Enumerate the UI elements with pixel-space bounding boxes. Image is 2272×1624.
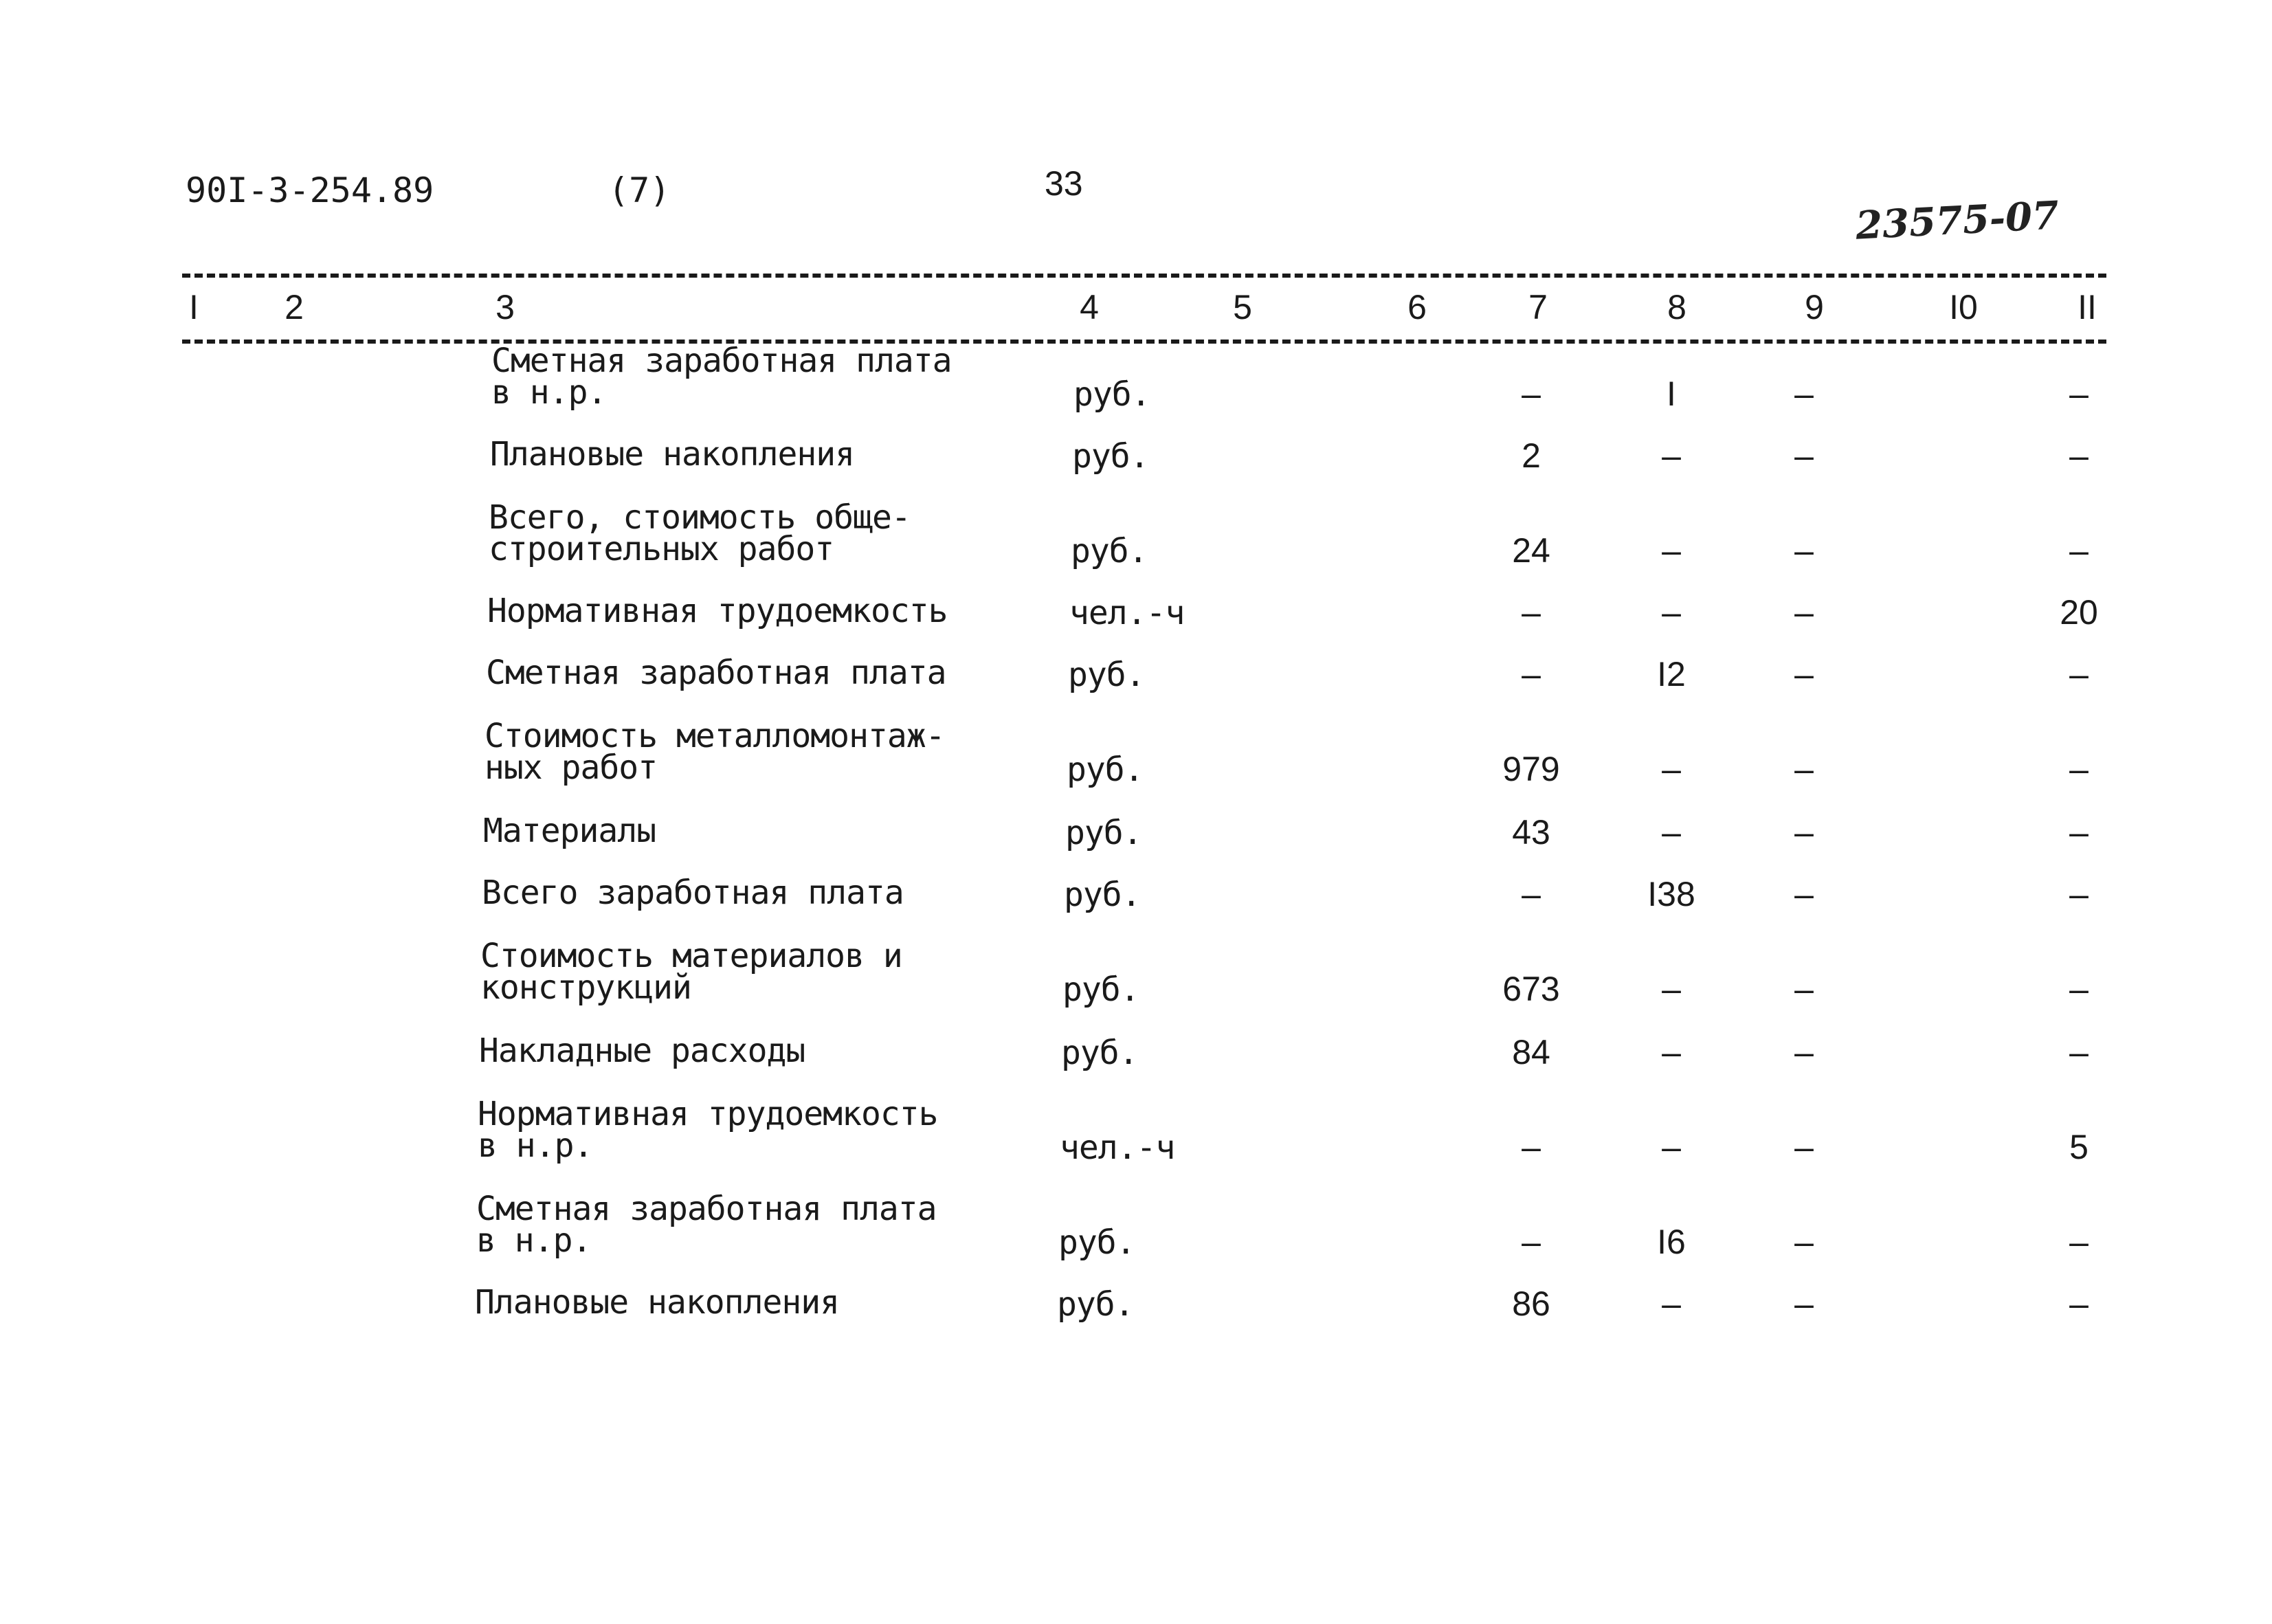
row-description — [489, 498, 911, 568]
cell-col-7: 43 — [1512, 813, 1550, 852]
row-description-line: Всего заработная плата — [482, 874, 904, 912]
cell-col-7: 673 — [1502, 970, 1560, 1008]
cell-col-9: – — [1794, 531, 1814, 570]
row-description — [487, 592, 948, 630]
row-description — [479, 1032, 805, 1070]
column-number-9: 9 — [1805, 288, 1824, 326]
row-description-line: Плановые накопления — [490, 435, 855, 474]
cell-col-7: – — [1522, 875, 1541, 913]
cell-col-8: – — [1662, 1033, 1681, 1071]
cell-col-8: – — [1662, 970, 1681, 1008]
cell-col-9: – — [1794, 1223, 1814, 1261]
row-description — [478, 1095, 938, 1165]
row-description-line: в н.р. — [478, 1126, 593, 1165]
cell-col-11: – — [2069, 875, 2089, 913]
column-number-2: 2 — [285, 288, 304, 326]
row-description-line: в н.р. — [491, 373, 607, 412]
cell-col-9: – — [1794, 970, 1814, 1008]
row-unit: руб. — [1071, 532, 1148, 570]
cell-col-7: 24 — [1512, 531, 1550, 570]
row-description-line: Нормативная трудоемкость — [478, 1095, 938, 1133]
column-number-4: 4 — [1080, 288, 1099, 326]
row-description — [476, 1190, 937, 1260]
cell-col-9: – — [1794, 750, 1814, 788]
cell-col-9: – — [1794, 1284, 1814, 1323]
column-number-11: II — [2078, 288, 2097, 326]
cell-col-7: 84 — [1512, 1033, 1550, 1071]
row-description-line: Плановые накопления — [475, 1283, 840, 1322]
row-description — [486, 654, 946, 692]
row-description — [490, 435, 855, 474]
row-description — [482, 874, 904, 912]
row-description-line: Сметная заработная плата — [491, 342, 952, 380]
cell-col-8: – — [1662, 1284, 1681, 1323]
row-unit: руб. — [1072, 437, 1149, 476]
cell-col-8: – — [1662, 1128, 1681, 1166]
row-description-line: конструкций — [480, 968, 691, 1007]
row-unit: руб. — [1061, 1034, 1138, 1072]
cell-col-9: – — [1794, 813, 1814, 852]
cell-col-9: – — [1794, 875, 1814, 913]
column-number-8: 8 — [1667, 288, 1686, 326]
row-unit: руб. — [1064, 876, 1141, 914]
row-description-line: Стоимость материалов и — [480, 937, 902, 975]
row-unit: чел.-ч — [1060, 1128, 1175, 1167]
row-unit: руб. — [1057, 1285, 1134, 1324]
column-number-1: I — [189, 288, 199, 326]
document-code: 90I-3-254.89 — [186, 170, 434, 210]
cell-col-8: I — [1667, 375, 1676, 413]
cell-col-8: – — [1662, 750, 1681, 788]
row-description — [475, 1283, 840, 1322]
cell-col-7: 86 — [1512, 1284, 1550, 1323]
cell-col-8: – — [1662, 436, 1681, 475]
row-unit: руб. — [1065, 814, 1142, 852]
row-description — [491, 342, 952, 412]
cell-col-11: – — [2069, 750, 2089, 788]
row-description-line: ных работ — [485, 748, 658, 787]
row-description-line: в н.р. — [476, 1221, 592, 1260]
cell-col-9: – — [1794, 655, 1814, 693]
cell-col-8: I2 — [1657, 655, 1686, 693]
row-unit: чел.-ч — [1069, 594, 1185, 632]
row-description-line: Сметная заработная плата — [476, 1190, 937, 1228]
cell-col-9: – — [1794, 1033, 1814, 1071]
row-description-line: Сметная заработная плата — [486, 654, 946, 692]
page-number: 33 — [1045, 164, 1083, 203]
cell-col-8: I38 — [1647, 875, 1695, 913]
cell-col-11: – — [2069, 1284, 2089, 1323]
row-description-line: Нормативная трудоемкость — [487, 592, 948, 630]
cell-col-7: – — [1522, 1223, 1541, 1261]
cell-col-8: – — [1662, 813, 1681, 852]
table-header-rule — [182, 340, 2106, 344]
row-description-line: Материалы — [483, 812, 656, 850]
cell-col-11: 5 — [2069, 1128, 2089, 1166]
column-number-6: 6 — [1407, 288, 1427, 326]
cell-col-11: – — [2069, 1033, 2089, 1071]
cell-col-11: – — [2069, 531, 2089, 570]
cell-col-11: – — [2069, 655, 2089, 693]
cell-col-7: – — [1522, 593, 1541, 632]
cell-col-9: – — [1794, 593, 1814, 632]
column-number-7: 7 — [1528, 288, 1548, 326]
cell-col-8: – — [1662, 531, 1681, 570]
cell-col-9: – — [1794, 375, 1814, 413]
cell-col-7: – — [1522, 1128, 1541, 1166]
table-top-rule — [182, 274, 2106, 278]
cell-col-11: 20 — [2060, 593, 2098, 632]
cell-col-7: 2 — [1522, 436, 1541, 475]
row-description — [485, 717, 945, 787]
row-unit: руб. — [1068, 656, 1145, 694]
row-description — [480, 937, 902, 1007]
row-description-line: Стоимость металломонтаж- — [485, 717, 945, 755]
cell-col-9: – — [1794, 1128, 1814, 1166]
row-unit: руб. — [1073, 375, 1150, 414]
cell-col-11: – — [2069, 1223, 2089, 1261]
row-description-line: Всего, стоимость обще- — [489, 498, 911, 537]
part-number: (7) — [608, 170, 671, 210]
cell-col-11: – — [2069, 436, 2089, 475]
cell-col-11: – — [2069, 813, 2089, 852]
row-unit: руб. — [1067, 750, 1144, 789]
row-description — [483, 812, 656, 850]
column-number-5: 5 — [1233, 288, 1252, 326]
cell-col-9: – — [1794, 436, 1814, 475]
row-description-line: строительных работ — [489, 530, 834, 568]
row-unit: руб. — [1058, 1223, 1135, 1262]
row-unit: руб. — [1062, 970, 1139, 1009]
column-number-3: 3 — [495, 288, 515, 326]
cell-col-7: – — [1522, 375, 1541, 413]
cell-col-8: I6 — [1657, 1223, 1686, 1261]
cell-col-11: – — [2069, 970, 2089, 1008]
cell-col-11: – — [2069, 375, 2089, 413]
cell-col-7: – — [1522, 655, 1541, 693]
handwritten-stamp: 23575-07 — [1854, 192, 2060, 249]
cell-col-7: 979 — [1502, 750, 1560, 788]
column-number-10: I0 — [1949, 288, 1978, 326]
cell-col-8: – — [1662, 593, 1681, 632]
row-description-line: Накладные расходы — [479, 1032, 805, 1070]
